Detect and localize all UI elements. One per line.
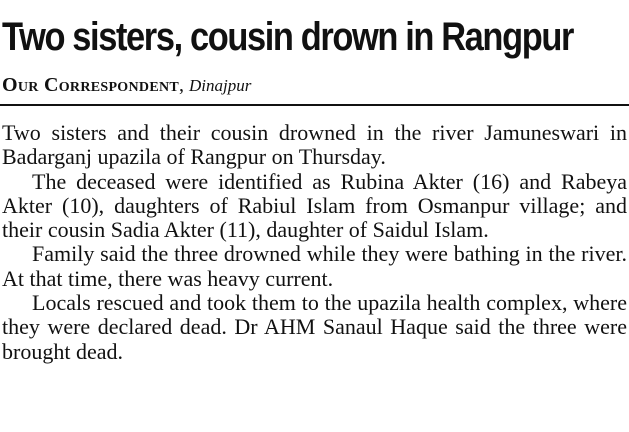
paragraph: The deceased were identified as Rubina Akter (16) and Rabeya Akter (10), daughters of Rabiul Islam from Osmanpur village; and their cousin Sadia Akter (11), daughter of Saidul Islam. [2, 168, 627, 243]
paragraph: Locals rescued and took them to the upazila health complex, where they were declared dead. Dr AHM Sanaul Haque said the three were brought dead. [2, 290, 627, 364]
article-body [2, 121, 627, 364]
byline [2, 73, 251, 98]
paragraph: Two sisters and their cousin drowned in the river Jamuneswari in Badarganj upazila of Rangpur on Thursday. [2, 120, 627, 170]
divider-rule [0, 104, 629, 106]
article-headline: Two sisters, cousin drown in Rangpur [2, 15, 573, 59]
byline-location: Dinajpur [189, 76, 252, 95]
byline-author: Our Correspondent [2, 74, 180, 96]
byline-separator: , [179, 74, 190, 96]
paragraph: Family said the three drowned while they were bathing in the river. At that time, there was heavy current. [2, 241, 627, 291]
